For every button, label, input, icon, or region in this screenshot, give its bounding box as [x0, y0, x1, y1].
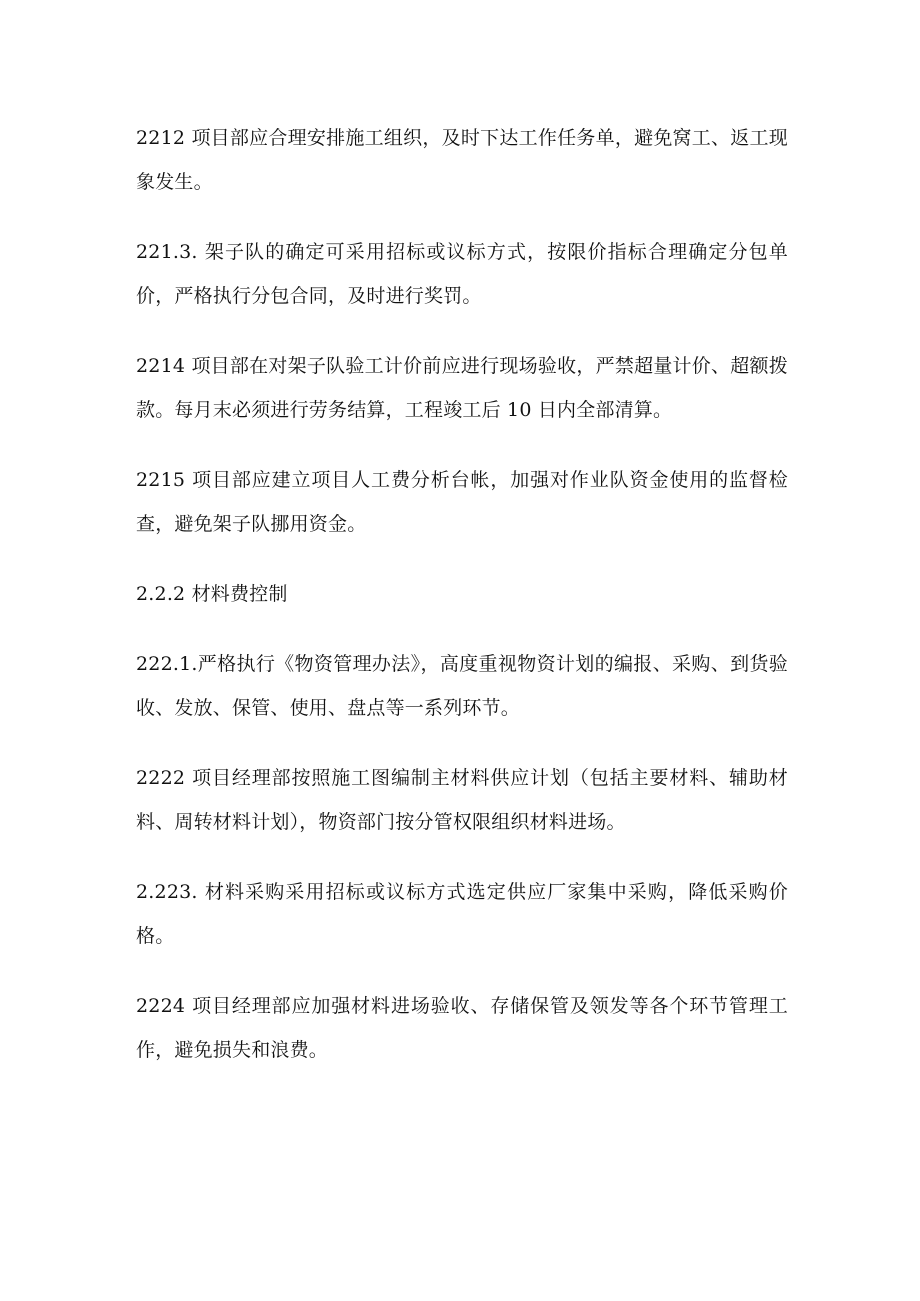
paragraph-2215: 2215 项目部应建立项目人工费分析台帐，加强对作业队资金使用的监督检查，避免架子队挪用资金。: [136, 469, 788, 535]
paragraph-2214: 2214 项目部在对架子队验工计价前应进行现场验收，严禁超量计价、超额拨款。每月末必须进行劳务结算，工程竣工后 10 日内全部清算。: [136, 355, 788, 421]
paragraph-2212: 2212 项目部应合理安排施工组织，及时下达工作任务单，避免窝工、返工现象发生。: [136, 127, 788, 193]
section-heading-material-cost: 2.2.2 材料费控制: [136, 583, 288, 605]
paragraph-2213: 221.3. 架子队的确定可采用招标或议标方式，按限价指标合理确定分包单价，严格执行分包合同，及时进行奖罚。: [136, 241, 788, 307]
paragraph-2224: 2224 项目经理部应加强材料进场验收、存储保管及领发等各个环节管理工作，避免损失和浪费。: [136, 995, 788, 1061]
paragraph-2221: 222.1.严格执行《物资管理办法》，高度重视物资计划的编报、采购、到货验收、发放、保管、使用、盘点等一系列环节。: [136, 653, 788, 719]
document-body: [136, 116, 788, 1098]
paragraph-2222: 2222 项目经理部按照施工图编制主材料供应计划（包括主要材料、辅助材料、周转材料计划），物资部门按分管权限组织材料进场。: [136, 767, 788, 833]
paragraph-2223: 2.223. 材料采购采用招标或议标方式选定供应厂家集中采购，降低采购价格。: [136, 881, 788, 947]
